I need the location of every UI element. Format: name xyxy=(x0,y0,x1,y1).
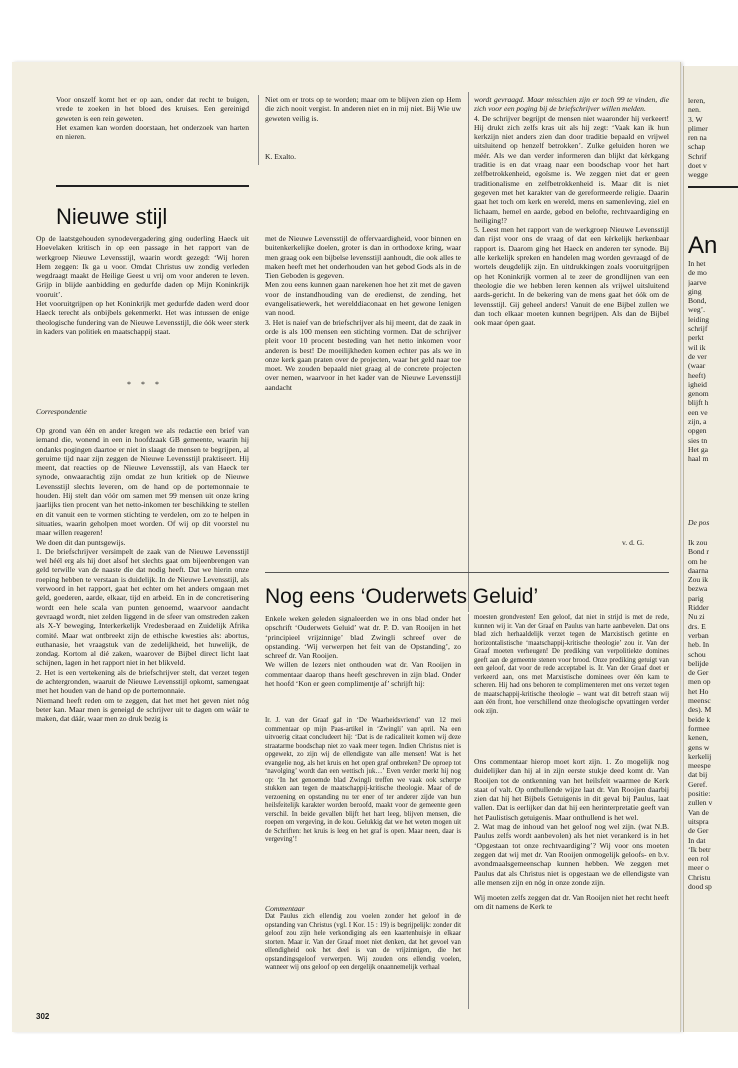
magazine-page-right xyxy=(683,66,738,1032)
magazine-page-left xyxy=(12,62,681,1032)
art2-column-2-quote: moesten grondvesten! Een geloof, dat niet in strijd is met de rede, kunnen wij ir. Van der Graaf en Paulus van harte aanbevelen. Dat ons blad zich herhaaldelijk verzet tegen de Marxistisch getinte en horizontalistische ‘maatschappij-kritische theologie’ zou ir. Van der Graaf moeten verheugen! De prediking van verpolitiekte domines geeft aan de gemeente stenen voor brood. Onze prediking getuigt van een geloof, dat voor de rede acceptabel is. Ir. Van der Graaf doet er verkeerd aan, ons met Marxistische dominees over één kam te scheren. Hij had ons behoren te complimenteren met ons verzet tegen de maatschappij-kritische theologie – want wat dit betreft staan wij aan één front, hoe verschillend onze theologische opvattingen verder ook zijn. xyxy=(474,614,669,715)
page-number: 302 xyxy=(36,1012,50,1021)
subhead-correspondentie: Correspondentie xyxy=(36,407,87,416)
art2-quote-2: Dat Paulus zich ellendig zou voelen zonder het geloof in de opstanding van Christus (vgl. I Kor. 15 : 19) is begrijpelijk: zonder dit geloof zou zijn hele verkondiging als een kaartenhuisje in elkaar storten. Maar ir. Van der Graaf moet niet denken, dat het gevoel van ellendigheid ook het deel is van de vrijzinnigen, die het opstandingsgeloof verwerpen. Wij zouden ons ellendig voelen, wanneer wij ons geloof op een dergelijk onaannemelijk verhaal xyxy=(265,913,461,971)
right-page-heading: An xyxy=(688,232,718,259)
art2-column-2: Ons commentaar hierop moet kort zijn. 1. Zo mogelijk nog duidelijker dan hij al in zijn eerste stukje deed komt dr. Van Rooijen tot de ontkenning van het heilsfeit waarmee de Kerk staat of valt. Op onthullende wijze laat dr. Van Rooijen daarbij zien dat hij het Bijbels Getuigenis in dit geval bij Paulus, laat vallen. Dat is eerlijker dan dat hij een herinterpretatie geeft van het Paulistisch getuigenis. Maar onthullend is het wel. 2. Wat mag de inhoud van het geloof nog wel zijn. (wat N.B. Paulus zelfs wordt aanbevolen) als het niet verankerd is in het ‘Opgestaan tot onze rechtvaardiging’? Wij voor ons moeten zeggen dat wij met dr. Van Rooijen onmogelijk geloofs- en b.v. avondmaalsgemeenschap kunnen hebben. We zeggen met Paulus dat als Christus niet is opgestaan we de ellendigste van alle mensen zijn en nóg in onze zonde zijn. Wij moeten zelfs zeggen dat dr. Van Rooijen niet het recht heeft om dit namens de Kerk te xyxy=(474,757,669,912)
author-signature-vdg: v. d. G. xyxy=(622,538,645,547)
art1-column-1b: Op grond van één en ander kregen we als redactie een brief van iemand die, wonend in een in hoofdzaak GB gemeente, waarin hij ondanks pogingen daartoe er niet in slaagt de mensen te begrijpen, al geruime tijd naar zijn zeggen de Nieuwe Levensstijl praktiseert. Hij meent, dat reacties op de Nieuwe Levensstijl, als van Haeck ter synode, onwaarachtig zijn omdat ze hun kritiek op de Nieuwe Levensstijl slechts leveren, om de hand op de portemonnaie te houden. Hij stelt dan vóór om samen met 99 mensen uit onze kring jaarlijks tien procent van het netto-inkomen ter beschikking te stellen en dit vanuit een te vormen stichting te verdelen, om zo te helpen in situaties, waarin geholpen moet worden. Of wij op dit voorstel nu maar willen reageren! We doen dit dan puntsgewijs. 1. De briefschrijver versimpelt de zaak van de Nieuwe Levensstijl wel héél erg als hij doet alsof het slechts gaat om bijeenbrengen van geld terwille van de naaste die dat nodig heeft. Dat we hierin onze roeping hebben te verstaan is duidelijk. In de Nieuwe Levensstijl, als verwoord in het rapport, gaat het echter om het anders omgaan met geld, goederen, aarde, elkaar, tijd en arbeid. En in de concretisering wordt een hele scala van punten genoemd, waarvoor aandacht gevraagd wordt, niet zelden liggend in de sfeer van omstreden zaken als X-Y beweging, Interkerkelijk Vredesberaad en Zuidelijk Afrika comité. Maar wat ontbreekt zijn de ethische kwesties als: abortus, euthanasie, het vraagstuk van de zedelijkheid, het huwelijk, de zondag. Kortom al dié zaken, waarover de Bijbel direct licht laat schijnen, lagen in het rapport niet in het blikveld. 2. Het is een vertekening als de briefschrijver stelt, dat verzet tegen de achtergronden, waaruit de Nieuwe Levensstijl opkomt, samengaat met het houden van de hand op de portemonnaie. Niemand heeft reden om te zeggen, dat het met het geven niet nóg beter kan. Maar men is geneigd de schrijver uit te dagen om wáár te maken, dat dáár, waar men zo druk bezig is xyxy=(36,426,249,724)
right-subhead: De pos xyxy=(688,518,710,527)
commentaar-head: Commentaar xyxy=(265,904,305,913)
article-title-nieuwe-stijl: Nieuwe stijl xyxy=(56,204,168,229)
art2-quote: Ir. J. van der Graaf gaf in ‘De Waarheidsvriend’ van 12 mei commentaar op mijn Paas-artikel in ‘Zwingli’ van april. Na een uitvoerig citaat concludeert hij: ‘Dat is de radicaliteit komen wij deze straatarme boodschap niet zo vaak meer tegen. Indien Christus niet is opgewekt, zo zijn wij de ellendigste van alle mensen! Wat is het evangelie nog, als het kruis en het open graf ontbreken? De oproep tot ‘navolging’ wordt dan een wettisch juk…’ Even verder merkt hij nog op: ‘In het genoemde blad Zwingli treffen we vaak ook scherpe stukken aan tegen de maatschappij-kritische theologie. Maar of de verzoening en opstanding nu ter ener of ter anderer zijde van hun heilsfeitelijk karakter worden beroofd, maakt voor de gemeente geen verschil. In beide gevallen blijft het hart leeg, blijven mensen, die roepen om vergeving, in de kou. Gelukkig dat we het weten mogen uit de Schriften: het kruis is leeg en het graf is open. Maar neen, daar is vergeving’! xyxy=(265,717,461,843)
top-column-1: Voor onszelf komt het er op aan, onder dat recht te buigen, vrede te zoeken in het bloed des kruises. Een gereinigd geweten is een rein geweten. Het examen kan worden doorstaan, het onderzoek van harten en nieren. xyxy=(56,95,249,142)
top-column-2: Niet om er trots op te worden; maar om te blijven zien op Hem die zich nooit vergist. In anderen niet en in mij niet. Bij Wie uw geweten veilig is. xyxy=(265,95,461,123)
right-top-fragments: leren, nen. 3. W plimer ren na schap Schrif doet v wegge xyxy=(688,96,708,180)
right-low-fragments: Ik zou Bond r om he daarna Zou ik bezwa parig Ridder Nu zi drs. E verban heb. In schou belijde de Ger men op het Ho meensc des). M beide k formee kenen, gens w kerkelij meespe dat bij Geref. positie: zullen v Van de uitspra de Ger In dat ‘Ik betr een rol meer o Christu dood sp xyxy=(688,538,713,891)
section-divider: * * * xyxy=(127,380,163,389)
art1-column-3: wordt gevraagd. Maar misschien zijn er toch 99 te vinden, die zich voor een poging bij de briefschrijver willen melden. 4. De schrijver begrijpt de mensen niet waaronder hij verkeert! Hij drukt zich zelfs kras uit als hij zegt: ‘Vaak kan ik hun kerkzijn niet anders zien dan door traditie bepaald en vrijwel uitsluitend op henzelf betrokken’. Zulke geluiden horen we méér. Als we dan verder informeren dan blijkt dat kèrkgang traditie is en dat vraag naar een boodschap voor het hart zelfbetrokkenheid, egoïsme is. We zeggen niet dat er geen traditionalisme en zelfbetrokkenheid is. Maar dit is niet gegeven met het karakter van de gereformeerde religie. Daarin gaat het toch om kerk en wereld, mens en samenleving, ziel en lichaam, hemel en aarde, gebod en belofte, rechtvaardiging en heiliging!? 5. Leest men het rapport van de werkgroep Nieuwe Levensstijl dan rijst voor ons de vraag of dat een kèrkelijk herkenbaar rapport is. Daarom ging het Haeck en anderen ter synode. Bij alle kerkelijk spreken en handelen mag worden gevraagd of de wortels deugdelijk zijn. En uitdrukkingen zoals vooruitgrijpen op het Koninkrijk vormen al te zeer de grondlijnen van een theologie die we hebben leren kennen als vrijwel uitsluitend aards-gericht. In de bekering van de mens gaat het óók om de levensstijl. Gij geheel anders! Vanuit de ene Bijbel zullen we dan toch elkaar moeten kunnen begrijpen. Als dan de Bijbel ook maar ópen gaat. xyxy=(474,95,669,328)
right-main-fragments: In het de mo jaarve ging Bond, weg’. leiding schrijf perkt wil ik de ver (waar heeft) igheid genom blijft h een ve zijn, a opgen sies tn Het ga haal m xyxy=(688,259,710,464)
author-signature-exalto: K. Exalto. xyxy=(265,152,297,161)
art1-column-2: met de Nieuwe Levensstijl de offervaardigheid, voor binnen en buitenkerkelijke doelen, groter is dan in orthodoxe kring, waar men graag ook een bijbelse levensstijl aanhoudt, die ook alles te maken heeft met het onderhouden van het gebod Gods als in de Tien Geboden is gegeven. Men zou eens kunnen gaan narekenen hoe het zit met de gaven voor de instandhouding van de eredienst, de zending, het evangelisatiewerk, het werelddiaconaat en het gewone lenigen van nood. 3. Het is naief van de briefschrijver als hij meent, dat de zaak in orde is als 100 mensen een stichting vormen. Dat de schrijver pleit voor 10 procent besteding van het netto inkomen voor anderen is best! De moeilijkheden komen echter pas als we in onze kerk gaan praten over de projecten, waar het geld naar toe moet. We zouden bepaald niet graag al de concrete projecten over nemen, waarvoor in het kader van de Nieuwe Levensstijl aandacht xyxy=(265,234,461,392)
art1-column-1: Op de laatstgehouden synodevergadering ging ouderling Haeck uit Hoevelaken kritisch in op een passage in het rapport van de werkgroep Nieuwe Levensstijl, waarin wordt gezegd: ‘Wij horen Hem zeggen: Ik ga u voor. Omdat Christus uw zondig verleden wegdraagt maakt de Heilige Geest u vrij om voor anderen te leven. Grijp in blijde aanbidding en gedurfde daden op Mijn Koninkrijk vooruit’. Het vooruitgrijpen op het Koninkrijk met gedurfde daden werd door Haeck terecht als onbijbels gekenmerkt. Het was intussen de enige theologische fundering van de Nieuwe Levensstijl, die óók weer sterk in kaders van politiek en maatschappij staat. xyxy=(36,234,249,336)
art2-intro: Enkele weken geleden signaleerden we in ons blad onder het opschrift ‘Ouderwets Geluid’ wat dr. P. D. van Rooijen in het ‘principieel vrijzinnige’ blad Zwingli schreef over de opstanding. ‘Wij verwerpen het feit van de Opstanding’, zo schreef dr. Van Rooijen. We willen de lezers niet onthouden wat dr. Van Rooijen in commentaar daarop thans heeft geschreven in zijn blad. Onder het hoofd ‘Kon er geen complimentje af’ schrijft hij: xyxy=(265,614,461,689)
article-title-ouderwets-geluid: Nog eens ‘Ouderwets Geluid’ xyxy=(265,585,539,608)
